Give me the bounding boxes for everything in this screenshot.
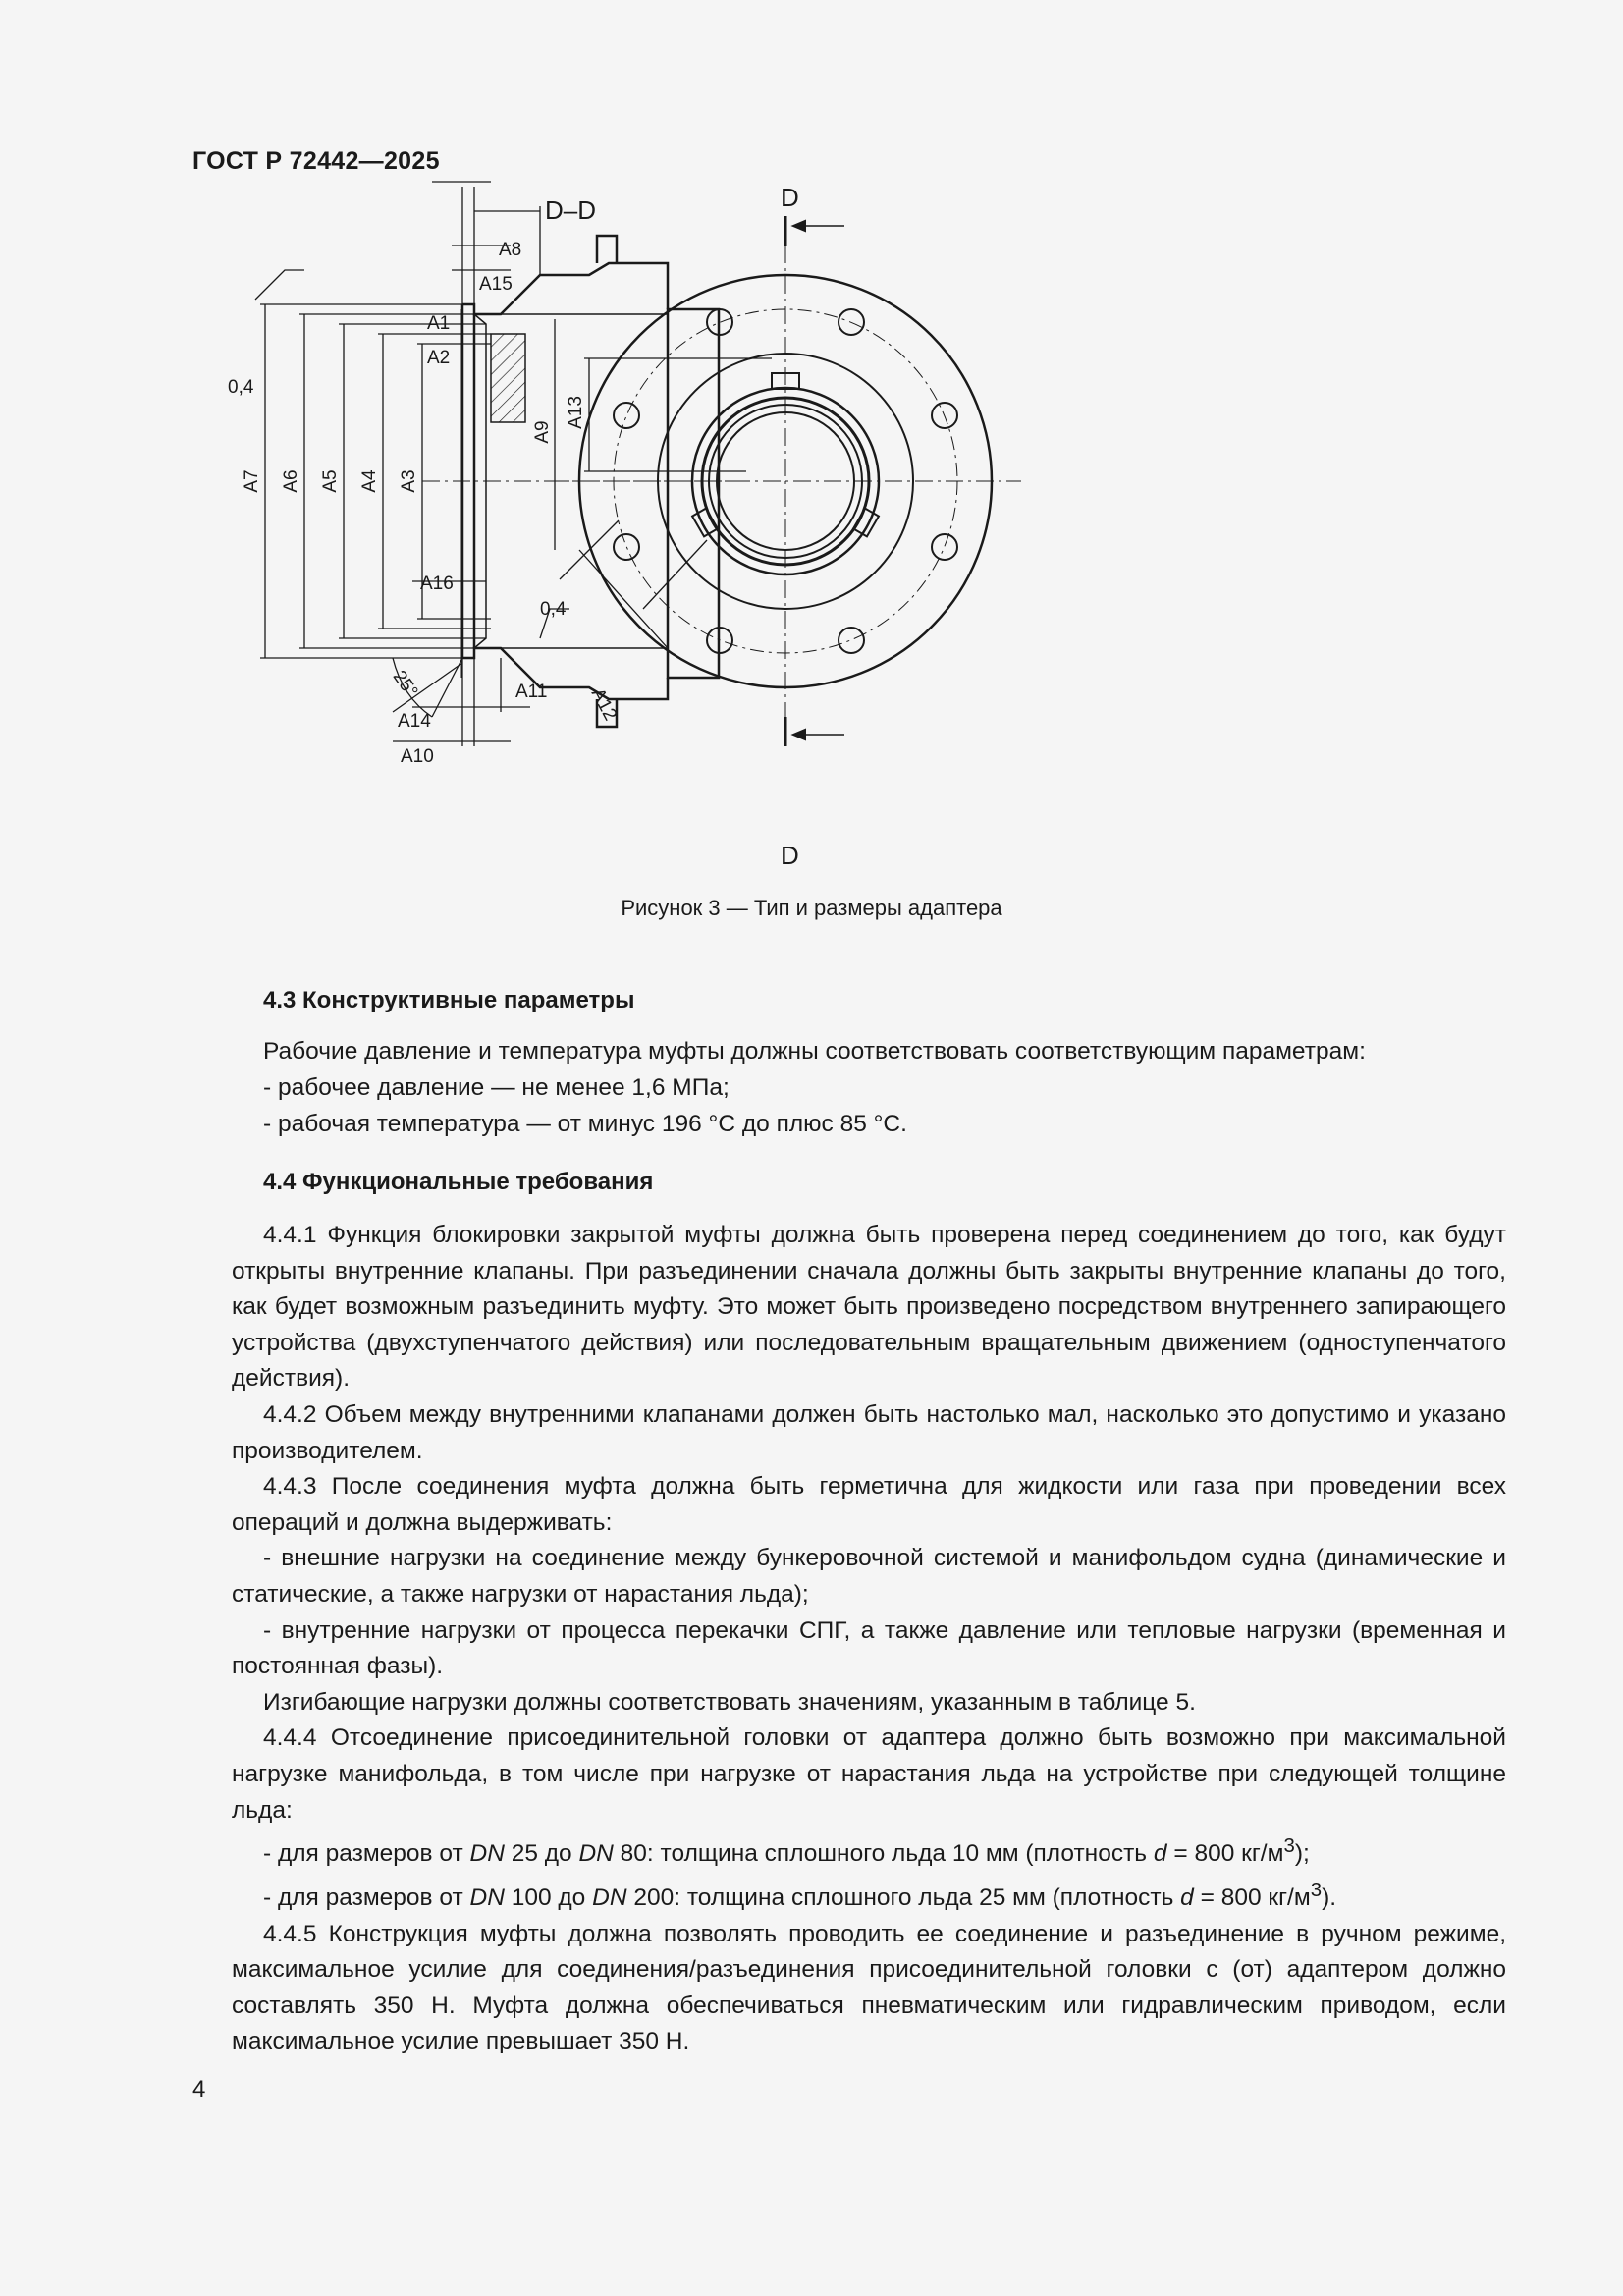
label-angle: 25°	[388, 667, 422, 702]
page-number: 4	[192, 2076, 206, 2103]
label-a13: A13	[566, 396, 586, 429]
paragraph-4-4-5: 4.4.5 Конструкция муфты должна позволять проводить ее соединение и разъединение в ручном режиме, максимальное усилие для соединения/разъединения присоединительной головки с (от) адаптером должно составлять 350 Н. Муфта должна обеспечиваться пневматическим или гидравлическим приводом, если максимальное усилие превышает 350 Н.	[232, 1920, 1506, 2055]
paragraph-4-4-4: 4.4.4 Отсоединение присоединительной головки от адаптера должно быть возможно при максимальной нагрузке манифольда, в том числе при нагрузке от нарастания льда на устройстве при следующей толщине льда:	[232, 1724, 1506, 1824]
section-4-4-heading: 4.4 Функциональные требования	[263, 1169, 654, 1195]
label-a2: A2	[427, 348, 451, 368]
label-a8: A8	[499, 240, 522, 260]
label-a3: A3	[399, 469, 419, 493]
section-4-3-body	[263, 1033, 1506, 1142]
bullet-external-loads: - внешние нагрузки на соединение между бункеровочной системой и манифольдом судна (динамические и статические, а также нагрузки от нарастания льда);	[232, 1545, 1506, 1608]
section-dimensions	[255, 182, 569, 746]
label-a6: A6	[281, 469, 301, 493]
figure-caption: Рисунок 3 — Тип и размеры адаптера	[621, 896, 1002, 920]
bullet-internal-loads: - внутренние нагрузки от процесса перекачки СПГ, а также давление или тепловые нагрузки (временная и постоянная фазы).	[232, 1616, 1506, 1680]
section-4-3-heading: 4.3 Конструктивные параметры	[263, 987, 635, 1013]
label-a10: A10	[401, 746, 434, 767]
label-a5: A5	[320, 469, 341, 493]
label-a1: A1	[427, 313, 451, 334]
label-a16: A16	[420, 574, 454, 594]
label-chamfer-2: 0,4	[540, 599, 567, 620]
section-4-4-body	[232, 1218, 1506, 2060]
cut-label-top: D	[781, 183, 799, 212]
section-title: D–D	[545, 195, 597, 225]
section-4-3-line: Рабочие давление и температура муфты должны соответствовать соответствующим параметрам:	[263, 1038, 1366, 1065]
bullet-ice-large: - для размеров от DN 100 до DN 200: толщина сплошного льда 25 мм (плотность d = 800 $кг/м^3$).	[263, 1879, 1337, 1911]
document-header: ГОСТ Р 72442—2025	[192, 147, 440, 175]
bending-loads-note: Изгибающие нагрузки должны соответствовать значениям, указанным в таблице 5.	[263, 1688, 1196, 1716]
label-a14: A14	[398, 711, 431, 732]
paragraph-4-4-1: 4.4.1 Функция блокировки закрытой муфты должна быть проверена перед соединением до того, как будут открыты внутренние клапаны. При разъединении сначала должны быть закрыты внутренние клапаны до того, как будет возможным разъединить муфту. Это может быть произведено посредством внутреннего запирающего устройства (двухступенчатого действия) или последовательным вращательным движением (одноступенчатого действия).	[232, 1222, 1506, 1393]
bullet-ice-small: - для размеров от DN 25 до DN 80: толщина сплошного льда 10 мм (плотность d = 800 $кг/м^3$);	[263, 1835, 1310, 1868]
paragraph-4-4-2: 4.4.2 Объем между внутренними клапанами должен быть настолько мал, насколько это допустимо и указано производителем.	[232, 1400, 1506, 1464]
cut-label-bottom: D	[781, 841, 799, 870]
label-a11: A11	[515, 682, 548, 702]
label-a7: A7	[242, 469, 262, 493]
paragraph-4-4-3: 4.4.3 После соединения муфта должна быть герметична для жидкости или газа при проведении всех операций и должна выдерживать:	[232, 1473, 1506, 1536]
section-4-3-line: - рабочая температура — от минус 196 °С до плюс 85 °С.	[263, 1111, 907, 1137]
label-chamfer-1: 0,4	[228, 377, 254, 398]
section-4-3-line: - рабочее давление — не менее 1,6 МПа;	[263, 1074, 730, 1101]
label-a12: A12	[586, 684, 622, 725]
label-a9: A9	[532, 420, 553, 444]
label-a15: A15	[479, 274, 513, 295]
adapter-drawing	[228, 183, 1257, 874]
label-a4: A4	[359, 469, 380, 493]
front-view	[550, 216, 1021, 746]
